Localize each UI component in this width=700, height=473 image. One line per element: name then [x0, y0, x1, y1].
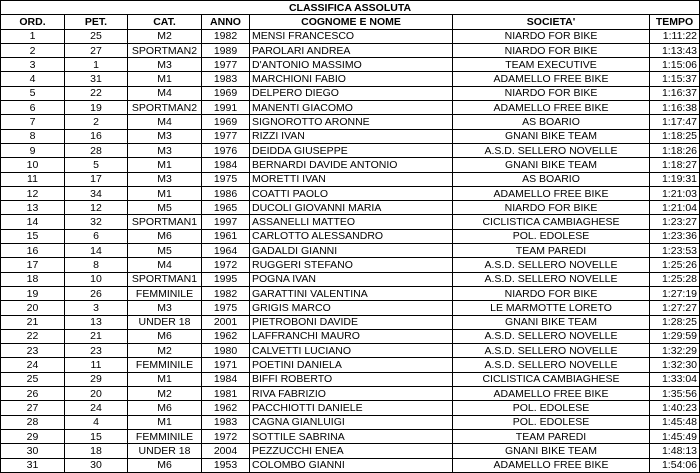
cell-ord: 13 — [1, 201, 65, 215]
cell-societa: A.S.D. SELLERO NOVELLE — [453, 272, 650, 286]
cell-pet: 29 — [65, 372, 128, 386]
cell-pet: 30 — [65, 458, 128, 472]
cell-tempo: 1:27:19 — [650, 286, 700, 300]
cell-tempo: 1:29:59 — [650, 329, 700, 343]
cell-cat: M3 — [128, 172, 202, 186]
cell-pet: 10 — [65, 272, 128, 286]
table-row — [1, 72, 700, 86]
cell-name: MARCHIONI FABIO — [250, 72, 453, 86]
cell-pet: 13 — [65, 315, 128, 329]
cell-name: CARLOTTO ALESSANDRO — [250, 229, 453, 243]
cell-tempo: 1:17:47 — [650, 115, 700, 129]
table-row — [1, 172, 700, 186]
cell-cat: SPORTMAN1 — [128, 215, 202, 229]
cell-name: LAFFRANCHI MAURO — [250, 329, 453, 343]
table-row — [1, 401, 700, 415]
cell-anno: 1977 — [202, 58, 250, 72]
cell-cat: SPORTMAN2 — [128, 43, 202, 57]
table-row — [1, 58, 700, 72]
cell-cat: M1 — [128, 415, 202, 429]
cell-ord: 9 — [1, 143, 65, 157]
cell-pet: 8 — [65, 258, 128, 272]
cell-anno: 1975 — [202, 301, 250, 315]
cell-societa: GNANI BIKE TEAM — [453, 129, 650, 143]
cell-name: RIZZI IVAN — [250, 129, 453, 143]
cell-tempo: 1:27:27 — [650, 301, 700, 315]
cell-societa: ADAMELLO FREE BIKE — [453, 458, 650, 472]
cell-societa: GNANI BIKE TEAM — [453, 444, 650, 458]
cell-societa: TEAM PAREDI — [453, 244, 650, 258]
cell-pet: 16 — [65, 129, 128, 143]
cell-anno: 1981 — [202, 387, 250, 401]
cell-ord: 14 — [1, 215, 65, 229]
cell-tempo: 1:45:49 — [650, 429, 700, 443]
cell-anno: 1997 — [202, 215, 250, 229]
cell-pet: 20 — [65, 387, 128, 401]
cell-pet: 32 — [65, 215, 128, 229]
cell-societa: TEAM PAREDI — [453, 429, 650, 443]
cell-ord: 18 — [1, 272, 65, 286]
cell-pet: 27 — [65, 43, 128, 57]
table-row — [1, 115, 700, 129]
cell-tempo: 1:23:53 — [650, 244, 700, 258]
cell-tempo: 1:23:36 — [650, 229, 700, 243]
cell-anno: 1977 — [202, 129, 250, 143]
cell-ord: 27 — [1, 401, 65, 415]
cell-name: RUGGERI STEFANO — [250, 258, 453, 272]
cell-anno: 1989 — [202, 43, 250, 57]
cell-name: CALVETTI LUCIANO — [250, 344, 453, 358]
cell-cat: M6 — [128, 329, 202, 343]
cell-anno: 1962 — [202, 401, 250, 415]
cell-name: CAGNA GIANLUIGI — [250, 415, 453, 429]
cell-ord: 24 — [1, 358, 65, 372]
cell-pet: 24 — [65, 401, 128, 415]
cell-tempo: 1:32:29 — [650, 344, 700, 358]
cell-societa: A.S.D. SELLERO NOVELLE — [453, 358, 650, 372]
cell-tempo: 1:33:04 — [650, 372, 700, 386]
cell-anno: 1971 — [202, 358, 250, 372]
cell-cat: M1 — [128, 372, 202, 386]
cell-societa: CICLISTICA CAMBIAGHESE — [453, 372, 650, 386]
cell-societa: ADAMELLO FREE BIKE — [453, 186, 650, 200]
header-tempo: TEMPO — [650, 15, 700, 29]
cell-cat: FEMMINILE — [128, 358, 202, 372]
cell-cat: M2 — [128, 344, 202, 358]
cell-ord: 21 — [1, 315, 65, 329]
cell-anno: 1975 — [202, 172, 250, 186]
cell-ord: 1 — [1, 29, 65, 43]
cell-societa: NIARDO FOR BIKE — [453, 286, 650, 300]
cell-name: POGNA IVAN — [250, 272, 453, 286]
cell-ord: 23 — [1, 344, 65, 358]
cell-anno: 1961 — [202, 229, 250, 243]
table-row — [1, 429, 700, 443]
cell-cat: M1 — [128, 158, 202, 172]
cell-cat: M1 — [128, 186, 202, 200]
cell-ord: 11 — [1, 172, 65, 186]
cell-name: MORETTI IVAN — [250, 172, 453, 186]
cell-pet: 22 — [65, 86, 128, 100]
cell-anno: 1991 — [202, 101, 250, 115]
cell-name: DEIDDA GIUSEPPE — [250, 143, 453, 157]
header-name: COGNOME E NOME — [250, 15, 453, 29]
cell-tempo: 1:48:13 — [650, 444, 700, 458]
cell-tempo: 1:35:56 — [650, 387, 700, 401]
cell-societa: POL. EDOLESE — [453, 415, 650, 429]
cell-pet: 21 — [65, 329, 128, 343]
cell-ord: 12 — [1, 186, 65, 200]
cell-pet: 19 — [65, 101, 128, 115]
table-row — [1, 229, 700, 243]
cell-anno: 1986 — [202, 186, 250, 200]
header-ord: ORD. — [1, 15, 65, 29]
cell-cat: UNDER 18 — [128, 315, 202, 329]
cell-tempo: 1:21:04 — [650, 201, 700, 215]
cell-cat: FEMMINILE — [128, 286, 202, 300]
cell-name: GRIGIS MARCO — [250, 301, 453, 315]
cell-anno: 1980 — [202, 344, 250, 358]
cell-cat: SPORTMAN2 — [128, 101, 202, 115]
cell-anno: 1984 — [202, 158, 250, 172]
cell-name: SOTTILE SABRINA — [250, 429, 453, 443]
cell-anno: 1965 — [202, 201, 250, 215]
table-row — [1, 372, 700, 386]
cell-ord: 10 — [1, 158, 65, 172]
cell-anno: 1972 — [202, 258, 250, 272]
table-row — [1, 43, 700, 57]
table-row — [1, 315, 700, 329]
cell-tempo: 1:23:27 — [650, 215, 700, 229]
header-pet: PET. — [65, 15, 128, 29]
cell-ord: 8 — [1, 129, 65, 143]
cell-ord: 7 — [1, 115, 65, 129]
cell-pet: 14 — [65, 244, 128, 258]
cell-tempo: 1:40:23 — [650, 401, 700, 415]
cell-name: MANENTI GIACOMO — [250, 101, 453, 115]
cell-societa: TEAM EXECUTIVE — [453, 58, 650, 72]
cell-ord: 22 — [1, 329, 65, 343]
cell-anno: 2001 — [202, 315, 250, 329]
cell-tempo: 1:16:37 — [650, 86, 700, 100]
cell-cat: M3 — [128, 58, 202, 72]
cell-pet: 2 — [65, 115, 128, 129]
cell-societa: A.S.D. SELLERO NOVELLE — [453, 143, 650, 157]
cell-name: BERNARDI DAVIDE ANTONIO — [250, 158, 453, 172]
cell-tempo: 1:21:03 — [650, 186, 700, 200]
cell-pet: 26 — [65, 286, 128, 300]
cell-societa: GNANI BIKE TEAM — [453, 158, 650, 172]
cell-ord: 28 — [1, 415, 65, 429]
cell-cat: M3 — [128, 301, 202, 315]
cell-ord: 2 — [1, 43, 65, 57]
cell-ord: 29 — [1, 429, 65, 443]
cell-ord: 5 — [1, 86, 65, 100]
table-row — [1, 158, 700, 172]
cell-societa: ADAMELLO FREE BIKE — [453, 101, 650, 115]
header-societa: SOCIETA' — [453, 15, 650, 29]
cell-pet: 17 — [65, 172, 128, 186]
cell-cat: M4 — [128, 258, 202, 272]
cell-name: COATTI PAOLO — [250, 186, 453, 200]
cell-tempo: 1:25:28 — [650, 272, 700, 286]
cell-name: COLOMBO GIANNI — [250, 458, 453, 472]
cell-pet: 1 — [65, 58, 128, 72]
header-row — [1, 15, 700, 29]
cell-anno: 1972 — [202, 429, 250, 443]
cell-ord: 26 — [1, 387, 65, 401]
table-row — [1, 129, 700, 143]
cell-ord: 31 — [1, 458, 65, 472]
table-row — [1, 344, 700, 358]
table-row — [1, 444, 700, 458]
table-row — [1, 101, 700, 115]
cell-pet: 6 — [65, 229, 128, 243]
table-title: CLASSIFICA ASSOLUTA — [1, 1, 700, 15]
cell-cat: M2 — [128, 29, 202, 43]
cell-ord: 25 — [1, 372, 65, 386]
table-row — [1, 215, 700, 229]
cell-societa: ADAMELLO FREE BIKE — [453, 72, 650, 86]
cell-societa: A.S.D. SELLERO NOVELLE — [453, 258, 650, 272]
header-anno: ANNO — [202, 15, 250, 29]
cell-name: PAROLARI ANDREA — [250, 43, 453, 57]
table-row — [1, 415, 700, 429]
cell-tempo: 1:15:37 — [650, 72, 700, 86]
cell-tempo: 1:45:48 — [650, 415, 700, 429]
table-row — [1, 387, 700, 401]
cell-societa: NIARDO FOR BIKE — [453, 201, 650, 215]
cell-pet: 11 — [65, 358, 128, 372]
cell-anno: 1969 — [202, 115, 250, 129]
cell-cat: M5 — [128, 244, 202, 258]
cell-cat: M6 — [128, 458, 202, 472]
cell-name: GARATTINI VALENTINA — [250, 286, 453, 300]
cell-societa: A.S.D. SELLERO NOVELLE — [453, 329, 650, 343]
cell-name: MENSI FRANCESCO — [250, 29, 453, 43]
cell-anno: 1982 — [202, 286, 250, 300]
cell-pet: 25 — [65, 29, 128, 43]
cell-ord: 19 — [1, 286, 65, 300]
table-row — [1, 272, 700, 286]
table-row — [1, 301, 700, 315]
cell-name: PACCHIOTTI DANIELE — [250, 401, 453, 415]
cell-tempo: 1:11:22 — [650, 29, 700, 43]
cell-anno: 2004 — [202, 444, 250, 458]
cell-cat: M6 — [128, 229, 202, 243]
cell-pet: 18 — [65, 444, 128, 458]
cell-name: ASSANELLI MATTEO — [250, 215, 453, 229]
cell-ord: 16 — [1, 244, 65, 258]
cell-tempo: 1:18:26 — [650, 143, 700, 157]
cell-name: SIGNOROTTO ARONNE — [250, 115, 453, 129]
cell-tempo: 1:19:31 — [650, 172, 700, 186]
table-row — [1, 329, 700, 343]
cell-name: POETINI DANIELA — [250, 358, 453, 372]
table-row — [1, 143, 700, 157]
cell-anno: 1983 — [202, 415, 250, 429]
cell-name: DUCOLI GIOVANNI MARIA — [250, 201, 453, 215]
cell-name: PIETROBONI DAVIDE — [250, 315, 453, 329]
cell-anno: 1969 — [202, 86, 250, 100]
cell-pet: 5 — [65, 158, 128, 172]
table-row — [1, 286, 700, 300]
cell-anno: 1976 — [202, 143, 250, 157]
cell-anno: 1962 — [202, 329, 250, 343]
cell-tempo: 1:25:26 — [650, 258, 700, 272]
cell-name: D'ANTONIO MASSIMO — [250, 58, 453, 72]
cell-societa: NIARDO FOR BIKE — [453, 86, 650, 100]
cell-ord: 4 — [1, 72, 65, 86]
cell-societa: AS BOARIO — [453, 115, 650, 129]
cell-societa: NIARDO FOR BIKE — [453, 43, 650, 57]
cell-cat: M5 — [128, 201, 202, 215]
cell-tempo: 1:54:06 — [650, 458, 700, 472]
cell-anno: 1953 — [202, 458, 250, 472]
cell-name: BIFFI ROBERTO — [250, 372, 453, 386]
cell-name: DELPERO DIEGO — [250, 86, 453, 100]
cell-cat: M1 — [128, 72, 202, 86]
cell-pet: 4 — [65, 415, 128, 429]
cell-tempo: 1:18:25 — [650, 129, 700, 143]
cell-societa: AS BOARIO — [453, 172, 650, 186]
cell-ord: 3 — [1, 58, 65, 72]
cell-pet: 12 — [65, 201, 128, 215]
cell-name: PEZZUCCHI ENEA — [250, 444, 453, 458]
cell-tempo: 1:18:27 — [650, 158, 700, 172]
cell-anno: 1964 — [202, 244, 250, 258]
table-row — [1, 244, 700, 258]
cell-pet: 3 — [65, 301, 128, 315]
cell-ord: 15 — [1, 229, 65, 243]
cell-societa: POL. EDOLESE — [453, 401, 650, 415]
table-row — [1, 86, 700, 100]
cell-pet: 31 — [65, 72, 128, 86]
table-row — [1, 358, 700, 372]
cell-societa: NIARDO FOR BIKE — [453, 29, 650, 43]
cell-ord: 6 — [1, 101, 65, 115]
cell-pet: 28 — [65, 143, 128, 157]
cell-cat: M6 — [128, 401, 202, 415]
cell-pet: 23 — [65, 344, 128, 358]
cell-tempo: 1:16:38 — [650, 101, 700, 115]
cell-cat: M3 — [128, 129, 202, 143]
table-row — [1, 201, 700, 215]
cell-cat: M2 — [128, 387, 202, 401]
cell-cat: M4 — [128, 86, 202, 100]
cell-pet: 34 — [65, 186, 128, 200]
table-row — [1, 458, 700, 472]
cell-ord: 17 — [1, 258, 65, 272]
table-row — [1, 186, 700, 200]
cell-anno: 1983 — [202, 72, 250, 86]
cell-cat: SPORTMAN1 — [128, 272, 202, 286]
cell-tempo: 1:28:25 — [650, 315, 700, 329]
cell-name: GADALDI GIANNI — [250, 244, 453, 258]
cell-societa: POL. EDOLESE — [453, 229, 650, 243]
header-cat: CAT. — [128, 15, 202, 29]
cell-societa: CICLISTICA CAMBIAGHESE — [453, 215, 650, 229]
cell-societa: GNANI BIKE TEAM — [453, 315, 650, 329]
cell-tempo: 1:32:30 — [650, 358, 700, 372]
cell-cat: M4 — [128, 115, 202, 129]
cell-pet: 15 — [65, 429, 128, 443]
cell-anno: 1984 — [202, 372, 250, 386]
cell-tempo: 1:15:06 — [650, 58, 700, 72]
table-row — [1, 29, 700, 43]
cell-societa: LE MARMOTTE LORETO — [453, 301, 650, 315]
cell-cat: UNDER 18 — [128, 444, 202, 458]
cell-ord: 20 — [1, 301, 65, 315]
cell-societa: ADAMELLO FREE BIKE — [453, 387, 650, 401]
cell-cat: M3 — [128, 143, 202, 157]
cell-anno: 1982 — [202, 29, 250, 43]
table-row — [1, 258, 700, 272]
cell-cat: FEMMINILE — [128, 429, 202, 443]
cell-tempo: 1:13:43 — [650, 43, 700, 57]
cell-societa: A.S.D. SELLERO NOVELLE — [453, 344, 650, 358]
cell-name: RIVA FABRIZIO — [250, 387, 453, 401]
cell-ord: 30 — [1, 444, 65, 458]
cell-anno: 1995 — [202, 272, 250, 286]
